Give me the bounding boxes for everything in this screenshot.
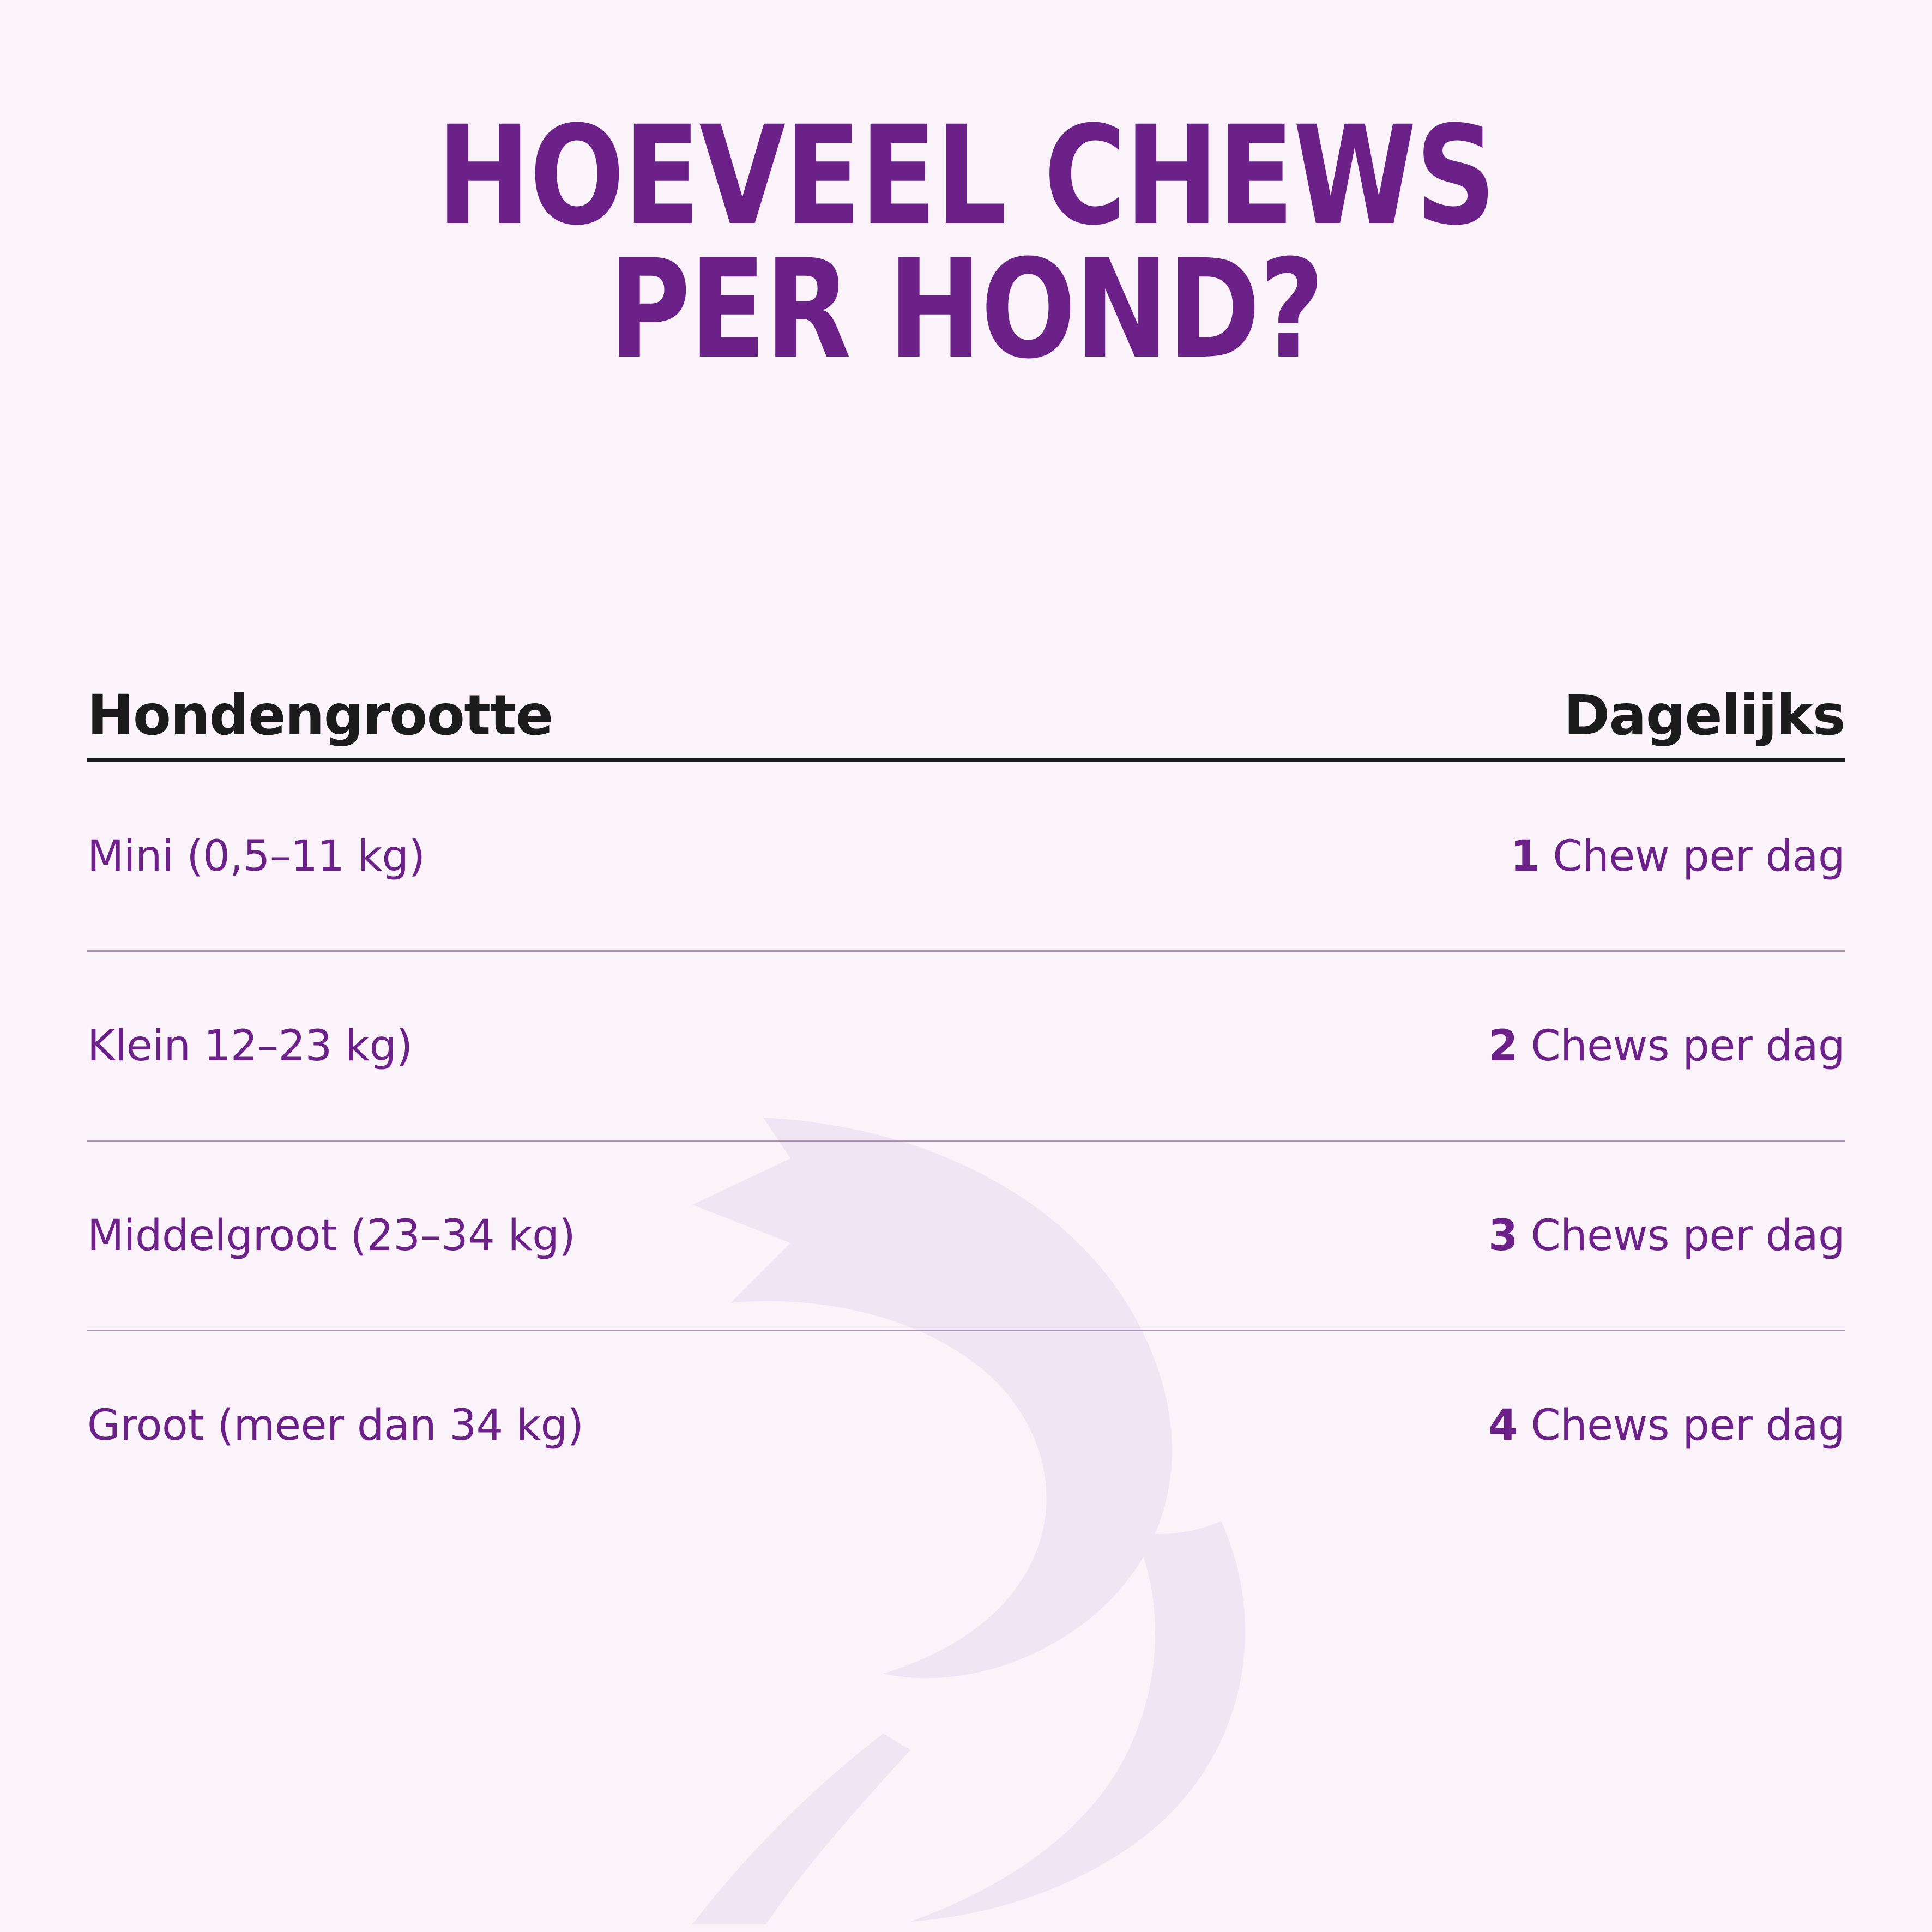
page-title-line-2: PER HOND? — [608, 230, 1324, 389]
page-title — [174, 96, 1758, 389]
cell-daily-amount — [1510, 832, 1845, 881]
column-header-daily: Dagelijks — [1563, 683, 1845, 748]
cell-dog-size: Groot (meer dan 34 kg) — [87, 1400, 584, 1450]
cell-daily-count: 1 — [1510, 831, 1540, 881]
cell-daily-text: Chews per dag — [1531, 1400, 1845, 1450]
cell-dog-size: Klein 12–23 kg) — [87, 1021, 413, 1071]
row-divider — [87, 950, 1845, 952]
cell-daily-amount — [1488, 1401, 1845, 1450]
cell-dog-size: Middelgroot (23–34 kg) — [87, 1211, 576, 1260]
table-row — [87, 1142, 1845, 1330]
cell-daily-count: 3 — [1488, 1211, 1518, 1260]
table-row — [87, 952, 1845, 1140]
cell-daily-amount — [1488, 1211, 1845, 1260]
row-divider — [87, 1140, 1845, 1142]
cell-daily-count: 2 — [1488, 1021, 1518, 1071]
cell-daily-text: Chew per dag — [1553, 831, 1845, 881]
row-divider — [87, 1330, 1845, 1331]
dosage-table — [87, 683, 1845, 1519]
cell-dog-size: Mini (0,5–11 kg) — [87, 831, 425, 881]
table-row — [87, 762, 1845, 950]
table-header-row — [87, 683, 1845, 758]
table-row — [87, 1331, 1845, 1519]
header-divider — [87, 758, 1845, 762]
page-title-line-1: HOEVEEL CHEWS — [437, 96, 1495, 255]
cell-daily-count: 4 — [1488, 1400, 1518, 1450]
cell-daily-text: Chews per dag — [1531, 1211, 1845, 1260]
cell-daily-amount — [1488, 1022, 1845, 1071]
column-header-size: Hondengrootte — [87, 683, 553, 748]
cell-daily-text: Chews per dag — [1531, 1021, 1845, 1071]
